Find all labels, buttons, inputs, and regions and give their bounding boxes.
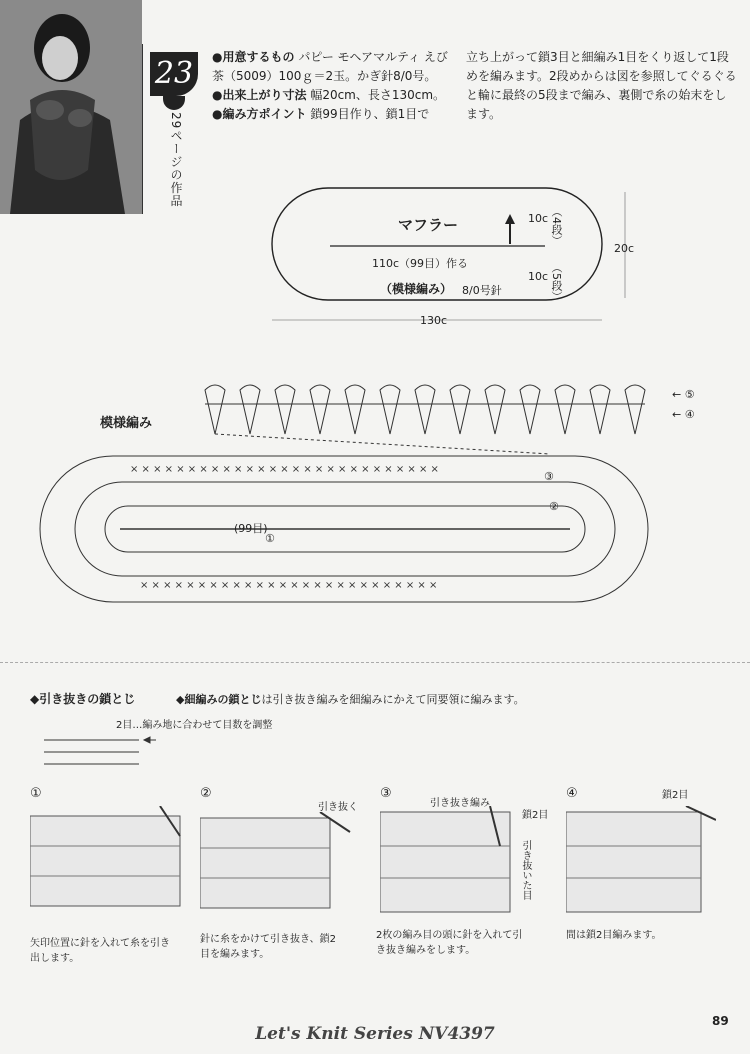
row-2: ② (549, 500, 559, 513)
step3-number: ③ (380, 786, 392, 801)
page-number: 89 (712, 1014, 729, 1028)
schematic-title: マフラー (398, 216, 459, 234)
step3-illustration (380, 806, 520, 916)
hook-size: 8/0号針 (462, 284, 502, 297)
pattern-label: （模様編み） (380, 282, 453, 296)
width-dim: 20c (614, 242, 635, 255)
point-text: 鎖99目作り、鎖1目で (310, 107, 430, 121)
step3-label3: 引き抜いた目 (520, 840, 531, 900)
technique-note-bold: ◆細編みの鎖とじ (176, 693, 262, 706)
mini-chart (44, 732, 164, 772)
step1-caption: 矢印位置に針を入れて糸を引き出します。 (30, 938, 170, 964)
bottom-rows: （5段） (550, 262, 563, 302)
mini-label: 2目…編み地に合わせて目数を調整 (116, 720, 273, 731)
base-length: 110c（99目）作る (372, 257, 469, 270)
step4-illustration (566, 806, 716, 916)
chart-title: 模様編み (100, 416, 153, 431)
step1-illustration (30, 806, 190, 916)
materials-text: パピー モヘアマルティ えび茶（5009）100ｇ＝2玉。かぎ針8/0号。 (212, 50, 448, 83)
stitch-chart (30, 372, 690, 622)
step4-label: 鎖2目 (662, 790, 689, 801)
technique-title: ◆引き抜きの鎖とじ (30, 692, 136, 706)
model-photo (0, 0, 142, 214)
top-height: 10c (528, 212, 549, 225)
step4-caption: 間は鎖2目編みます。 (566, 930, 662, 941)
row-5: ← ⑤ (672, 388, 695, 401)
spec-right: 立ち上がって鎖3目と細編み1目をくり返して1段めを編みます。2段めからは図を参照してぐるぐると輪に最終の5段まで編み、裏側で糸の始末をします。 (466, 50, 737, 121)
point-label: ●編み方ポイント (212, 107, 307, 121)
section-divider (0, 662, 750, 663)
size-text: 幅20cm、長さ130cm。 (310, 88, 446, 102)
step2-number: ② (200, 786, 212, 801)
step3-label2: 鎖2目 (522, 810, 549, 821)
step2-illustration (200, 812, 360, 916)
bottom-height: 10c (528, 270, 549, 283)
step3-label: 引き抜き編み (430, 798, 490, 809)
step2-caption: 針に糸をかけて引き抜き、鎖2目を編みます。 (200, 934, 336, 960)
size-label: ●出来上がり寸法 (212, 88, 307, 102)
step1-number: ① (30, 786, 42, 801)
svg-text:× × × × × × × × × × × × × × ×: × × × × × × × × × × × × × × × × × × × × × × × × × × × (130, 464, 439, 475)
row-1: ① (265, 532, 275, 545)
row-4: ← ④ (672, 408, 695, 421)
chain-count: (99目) (234, 522, 268, 535)
spec-left (212, 48, 458, 124)
row-3: ③ (544, 470, 554, 483)
series-footer: Let's Knit Series NV4397 (255, 1024, 495, 1044)
technique-note (176, 691, 525, 707)
pattern-number: 23 (150, 52, 198, 96)
svg-text:× × × × × × × × × × × × × × ×: × × × × × × × × × × × × × × × × × × × × × × × × × × (140, 580, 438, 591)
step2-label: 引き抜く (318, 802, 358, 813)
page-reference: 29ページの作品 (169, 112, 183, 208)
top-rows: （4段） (550, 206, 563, 246)
step4-number: ④ (566, 786, 578, 801)
materials-label: ●用意するもの (212, 50, 295, 64)
technique-note-rest: は引き抜き編みを細編みにかえて同要領に編みます。 (261, 693, 525, 706)
step3-caption: 2枚の編み目の頭に針を入れて引き抜き編みをします。 (376, 930, 523, 956)
length-dim: 130c (420, 314, 448, 327)
